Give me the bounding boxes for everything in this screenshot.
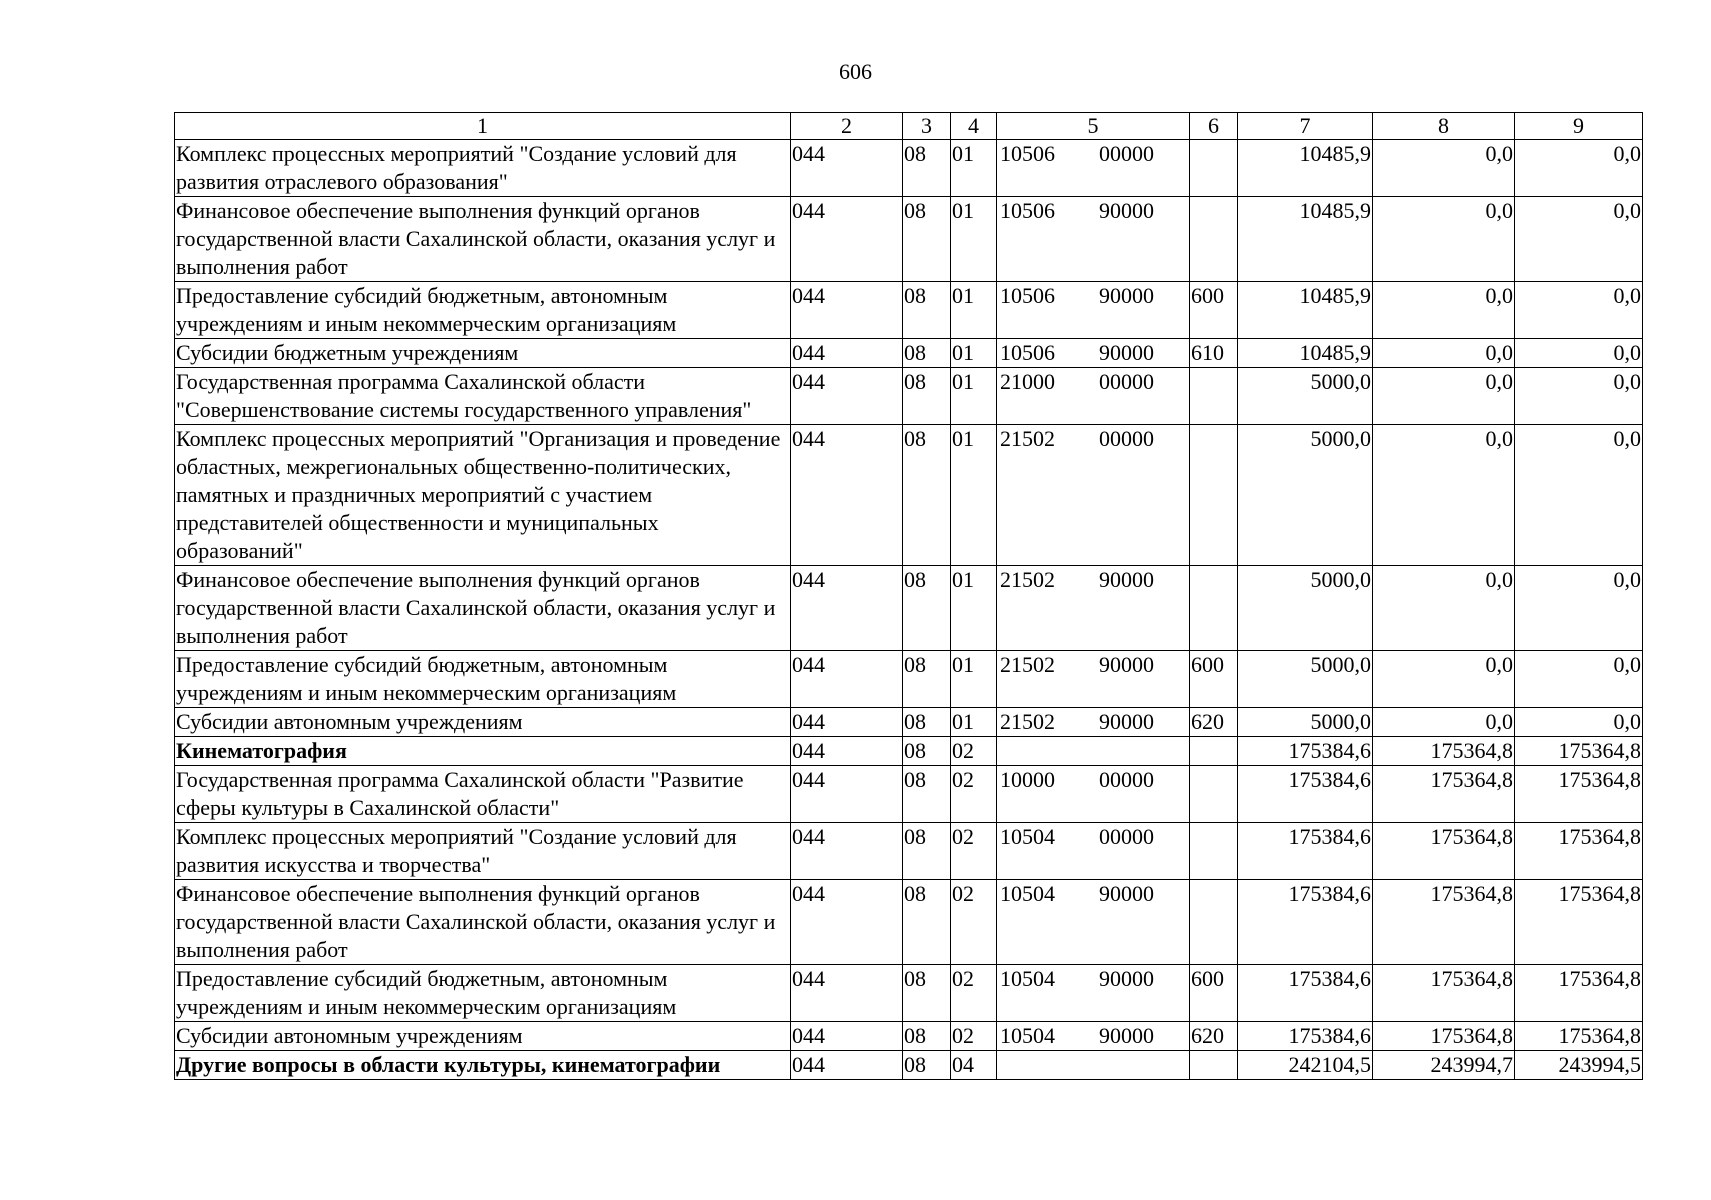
row-amount-col9: 175364,8	[1515, 737, 1643, 766]
row-amount-col8: 0,0	[1373, 425, 1515, 566]
target-article-direction: 90000	[1099, 1023, 1154, 1048]
table-row	[175, 766, 1643, 823]
row-code-ministry: 044	[791, 651, 903, 708]
target-article-parts	[998, 965, 1188, 993]
row-name: Предоставление субсидий бюджетным, автономным учреждениям и иным некоммерческим организациям	[175, 282, 791, 339]
row-amount-col7: 175384,6	[1238, 766, 1373, 823]
row-code-section: 08	[903, 651, 951, 708]
row-amount-col9: 0,0	[1515, 282, 1643, 339]
row-name: Кинематография	[175, 737, 791, 766]
row-code-target-article	[997, 1022, 1190, 1051]
table-row	[175, 282, 1643, 339]
row-amount-col7: 10485,9	[1238, 197, 1373, 282]
row-amount-col8: 0,0	[1373, 566, 1515, 651]
target-article-parts	[998, 282, 1188, 310]
row-amount-col7: 5000,0	[1238, 368, 1373, 425]
row-code-ministry: 044	[791, 880, 903, 965]
row-code-expense-type	[1190, 766, 1238, 823]
target-article-parts	[998, 651, 1188, 679]
target-article-program: 10504	[1000, 1023, 1055, 1048]
target-article-program: 21502	[1000, 709, 1055, 734]
target-article-program: 10504	[1000, 966, 1055, 991]
target-article-program: 10506	[1000, 340, 1055, 365]
row-amount-col9: 175364,8	[1515, 823, 1643, 880]
row-code-target-article	[997, 425, 1190, 566]
row-name: Другие вопросы в области культуры, кинематографии	[175, 1051, 791, 1080]
row-name: Комплекс процессных мероприятий "Создание условий для развития отраслевого образования"	[175, 140, 791, 197]
header-cell-4: 4	[951, 113, 997, 140]
row-amount-col8: 175364,8	[1373, 737, 1515, 766]
row-code-expense-type	[1190, 425, 1238, 566]
row-code-section: 08	[903, 140, 951, 197]
row-code-expense-type	[1190, 880, 1238, 965]
row-code-subsection: 01	[951, 339, 997, 368]
row-code-subsection: 02	[951, 965, 997, 1022]
row-name: Субсидии автономным учреждениям	[175, 708, 791, 737]
row-code-subsection: 02	[951, 766, 997, 823]
row-code-subsection: 01	[951, 140, 997, 197]
header-cell-8: 8	[1373, 113, 1515, 140]
target-article-program: 10000	[1000, 767, 1055, 792]
target-article-program: 10504	[1000, 881, 1055, 906]
table-row	[175, 197, 1643, 282]
row-code-expense-type	[1190, 566, 1238, 651]
row-code-expense-type: 600	[1190, 282, 1238, 339]
row-code-ministry: 044	[791, 197, 903, 282]
row-code-expense-type	[1190, 140, 1238, 197]
row-code-expense-type: 600	[1190, 965, 1238, 1022]
row-code-target-article	[997, 368, 1190, 425]
row-code-section: 08	[903, 282, 951, 339]
target-article-parts	[998, 566, 1188, 594]
target-article-direction: 00000	[1099, 767, 1154, 792]
table-row	[175, 823, 1643, 880]
target-article-program: 10506	[1000, 141, 1055, 166]
row-name: Комплекс процессных мероприятий "Создание условий для развития искусства и творчества"	[175, 823, 791, 880]
target-article-parts	[998, 823, 1188, 851]
row-amount-col7: 175384,6	[1238, 880, 1373, 965]
header-cell-2: 2	[791, 113, 903, 140]
row-code-subsection: 02	[951, 823, 997, 880]
row-code-ministry: 044	[791, 140, 903, 197]
row-amount-col7: 242104,5	[1238, 1051, 1373, 1080]
row-code-ministry: 044	[791, 282, 903, 339]
target-article-program: 10506	[1000, 283, 1055, 308]
target-article-parts	[998, 197, 1188, 225]
target-article-parts	[998, 140, 1188, 168]
target-article-direction: 00000	[1099, 824, 1154, 849]
row-code-subsection: 01	[951, 368, 997, 425]
row-code-target-article	[997, 823, 1190, 880]
row-code-subsection: 01	[951, 282, 997, 339]
row-code-target-article	[997, 566, 1190, 651]
target-article-direction: 90000	[1099, 283, 1154, 308]
target-article-parts	[998, 339, 1188, 367]
row-amount-col8: 175364,8	[1373, 880, 1515, 965]
table-row	[175, 737, 1643, 766]
row-name: Предоставление субсидий бюджетным, автономным учреждениям и иным некоммерческим организациям	[175, 965, 791, 1022]
row-amount-col9: 175364,8	[1515, 1022, 1643, 1051]
table-row	[175, 708, 1643, 737]
row-amount-col9: 0,0	[1515, 651, 1643, 708]
row-amount-col9: 0,0	[1515, 339, 1643, 368]
table-row	[175, 1022, 1643, 1051]
row-code-subsection: 01	[951, 425, 997, 566]
row-code-target-article	[997, 197, 1190, 282]
row-code-subsection: 04	[951, 1051, 997, 1080]
row-amount-col8: 175364,8	[1373, 766, 1515, 823]
row-code-ministry: 044	[791, 708, 903, 737]
row-code-section: 08	[903, 368, 951, 425]
row-code-ministry: 044	[791, 823, 903, 880]
table-row	[175, 140, 1643, 197]
row-code-subsection: 02	[951, 737, 997, 766]
row-code-subsection: 01	[951, 708, 997, 737]
table-row	[175, 965, 1643, 1022]
row-code-subsection: 02	[951, 1022, 997, 1051]
row-code-ministry: 044	[791, 339, 903, 368]
row-amount-col7: 5000,0	[1238, 566, 1373, 651]
row-code-subsection: 01	[951, 197, 997, 282]
row-code-subsection: 01	[951, 566, 997, 651]
target-article-direction: 90000	[1099, 652, 1154, 677]
row-code-expense-type	[1190, 737, 1238, 766]
row-code-section: 08	[903, 965, 951, 1022]
row-code-expense-type: 600	[1190, 651, 1238, 708]
row-amount-col7: 10485,9	[1238, 282, 1373, 339]
row-code-ministry: 044	[791, 965, 903, 1022]
row-code-target-article	[997, 737, 1190, 766]
row-amount-col8: 0,0	[1373, 339, 1515, 368]
row-amount-col8: 175364,8	[1373, 1022, 1515, 1051]
target-article-direction: 90000	[1099, 881, 1154, 906]
row-amount-col7: 175384,6	[1238, 737, 1373, 766]
row-code-ministry: 044	[791, 1022, 903, 1051]
row-code-target-article	[997, 140, 1190, 197]
row-code-expense-type: 620	[1190, 1022, 1238, 1051]
row-name: Субсидии бюджетным учреждениям	[175, 339, 791, 368]
header-cell-7: 7	[1238, 113, 1373, 140]
row-amount-col8: 0,0	[1373, 368, 1515, 425]
row-code-ministry: 044	[791, 737, 903, 766]
row-amount-col9: 0,0	[1515, 197, 1643, 282]
page-number: 606	[839, 59, 872, 84]
row-code-section: 08	[903, 1051, 951, 1080]
row-name: Финансовое обеспечение выполнения функций органов государственной власти Сахалинской области, оказания услуг и выполнения работ	[175, 197, 791, 282]
row-code-target-article	[997, 965, 1190, 1022]
table-row	[175, 880, 1643, 965]
target-article-direction: 90000	[1099, 966, 1154, 991]
target-article-program: 10504	[1000, 824, 1055, 849]
row-name: Субсидии автономным учреждениям	[175, 1022, 791, 1051]
row-amount-col9: 243994,5	[1515, 1051, 1643, 1080]
target-article-program: 21000	[1000, 369, 1055, 394]
row-amount-col7: 5000,0	[1238, 651, 1373, 708]
row-code-expense-type	[1190, 1051, 1238, 1080]
table-row	[175, 651, 1643, 708]
target-article-parts	[998, 708, 1188, 736]
header-row	[175, 113, 1643, 140]
row-code-section: 08	[903, 737, 951, 766]
target-article-direction: 90000	[1099, 567, 1154, 592]
row-name: Государственная программа Сахалинской области "Развитие сферы культуры в Сахалинской области"	[175, 766, 791, 823]
row-name: Комплекс процессных мероприятий "Организация и проведение областных, межрегиональных общественно-политических, памятных и праздничных мероприятий с участием представителей общественности и муниципальных образований"	[175, 425, 791, 566]
row-code-expense-type	[1190, 368, 1238, 425]
target-article-parts	[998, 880, 1188, 908]
row-code-ministry: 044	[791, 566, 903, 651]
row-code-ministry: 044	[791, 368, 903, 425]
row-code-section: 08	[903, 1022, 951, 1051]
row-amount-col9: 175364,8	[1515, 880, 1643, 965]
row-code-ministry: 044	[791, 425, 903, 566]
row-amount-col8: 0,0	[1373, 140, 1515, 197]
row-amount-col7: 175384,6	[1238, 965, 1373, 1022]
target-article-direction: 90000	[1099, 709, 1154, 734]
row-code-target-article	[997, 339, 1190, 368]
target-article-direction: 00000	[1099, 426, 1154, 451]
row-amount-col8: 0,0	[1373, 282, 1515, 339]
target-article-direction: 00000	[1099, 141, 1154, 166]
target-article-program: 21502	[1000, 426, 1055, 451]
target-article-parts	[998, 425, 1188, 453]
row-code-ministry: 044	[791, 766, 903, 823]
row-code-section: 08	[903, 880, 951, 965]
table-row	[175, 339, 1643, 368]
target-article-direction: 90000	[1099, 340, 1154, 365]
row-code-subsection: 02	[951, 880, 997, 965]
row-code-section: 08	[903, 425, 951, 566]
header-cell-6: 6	[1190, 113, 1238, 140]
row-name: Финансовое обеспечение выполнения функций органов государственной власти Сахалинской области, оказания услуг и выполнения работ	[175, 566, 791, 651]
row-amount-col8: 0,0	[1373, 197, 1515, 282]
row-amount-col9: 0,0	[1515, 566, 1643, 651]
header-cell-3: 3	[903, 113, 951, 140]
row-amount-col8: 0,0	[1373, 651, 1515, 708]
row-amount-col7: 5000,0	[1238, 708, 1373, 737]
row-code-section: 08	[903, 566, 951, 651]
row-code-section: 08	[903, 708, 951, 737]
row-code-target-article	[997, 708, 1190, 737]
row-code-section: 08	[903, 766, 951, 823]
row-code-expense-type	[1190, 823, 1238, 880]
row-code-target-article	[997, 651, 1190, 708]
row-code-expense-type	[1190, 197, 1238, 282]
target-article-program: 10506	[1000, 198, 1055, 223]
row-code-target-article	[997, 880, 1190, 965]
row-name: Государственная программа Сахалинской области "Совершенствование системы государственного управления"	[175, 368, 791, 425]
row-amount-col9: 0,0	[1515, 140, 1643, 197]
target-article-parts	[998, 368, 1188, 396]
row-amount-col8: 175364,8	[1373, 965, 1515, 1022]
row-amount-col7: 175384,6	[1238, 1022, 1373, 1051]
target-article-direction: 90000	[1099, 198, 1154, 223]
target-article-program: 21502	[1000, 567, 1055, 592]
row-amount-col8: 175364,8	[1373, 823, 1515, 880]
table-row	[175, 368, 1643, 425]
target-article-parts	[998, 1022, 1188, 1050]
table-row	[175, 425, 1643, 566]
row-code-ministry: 044	[791, 1051, 903, 1080]
row-code-section: 08	[903, 339, 951, 368]
table-body	[175, 140, 1643, 1080]
table-row	[175, 1051, 1643, 1080]
row-amount-col7: 175384,6	[1238, 823, 1373, 880]
target-article-parts	[998, 766, 1188, 794]
row-amount-col9: 0,0	[1515, 368, 1643, 425]
row-code-target-article	[997, 766, 1190, 823]
row-amount-col9: 175364,8	[1515, 766, 1643, 823]
row-amount-col9: 175364,8	[1515, 965, 1643, 1022]
row-amount-col7: 10485,9	[1238, 140, 1373, 197]
row-amount-col9: 0,0	[1515, 708, 1643, 737]
row-amount-col7: 10485,9	[1238, 339, 1373, 368]
header-cell-1: 1	[175, 113, 791, 140]
row-code-section: 08	[903, 823, 951, 880]
table-row	[175, 566, 1643, 651]
header-cell-9: 9	[1515, 113, 1643, 140]
row-name: Предоставление субсидий бюджетным, автономным учреждениям и иным некоммерческим организациям	[175, 651, 791, 708]
row-code-target-article	[997, 282, 1190, 339]
row-amount-col9: 0,0	[1515, 425, 1643, 566]
row-code-expense-type: 610	[1190, 339, 1238, 368]
row-code-section: 08	[903, 197, 951, 282]
row-amount-col8: 0,0	[1373, 708, 1515, 737]
budget-table	[174, 112, 1643, 1080]
target-article-program: 21502	[1000, 652, 1055, 677]
row-code-expense-type: 620	[1190, 708, 1238, 737]
row-code-target-article	[997, 1051, 1190, 1080]
header-cell-5: 5	[997, 113, 1190, 140]
row-name: Финансовое обеспечение выполнения функций органов государственной власти Сахалинской области, оказания услуг и выполнения работ	[175, 880, 791, 965]
row-amount-col8: 243994,7	[1373, 1051, 1515, 1080]
row-code-subsection: 01	[951, 651, 997, 708]
row-amount-col7: 5000,0	[1238, 425, 1373, 566]
target-article-direction: 00000	[1099, 369, 1154, 394]
